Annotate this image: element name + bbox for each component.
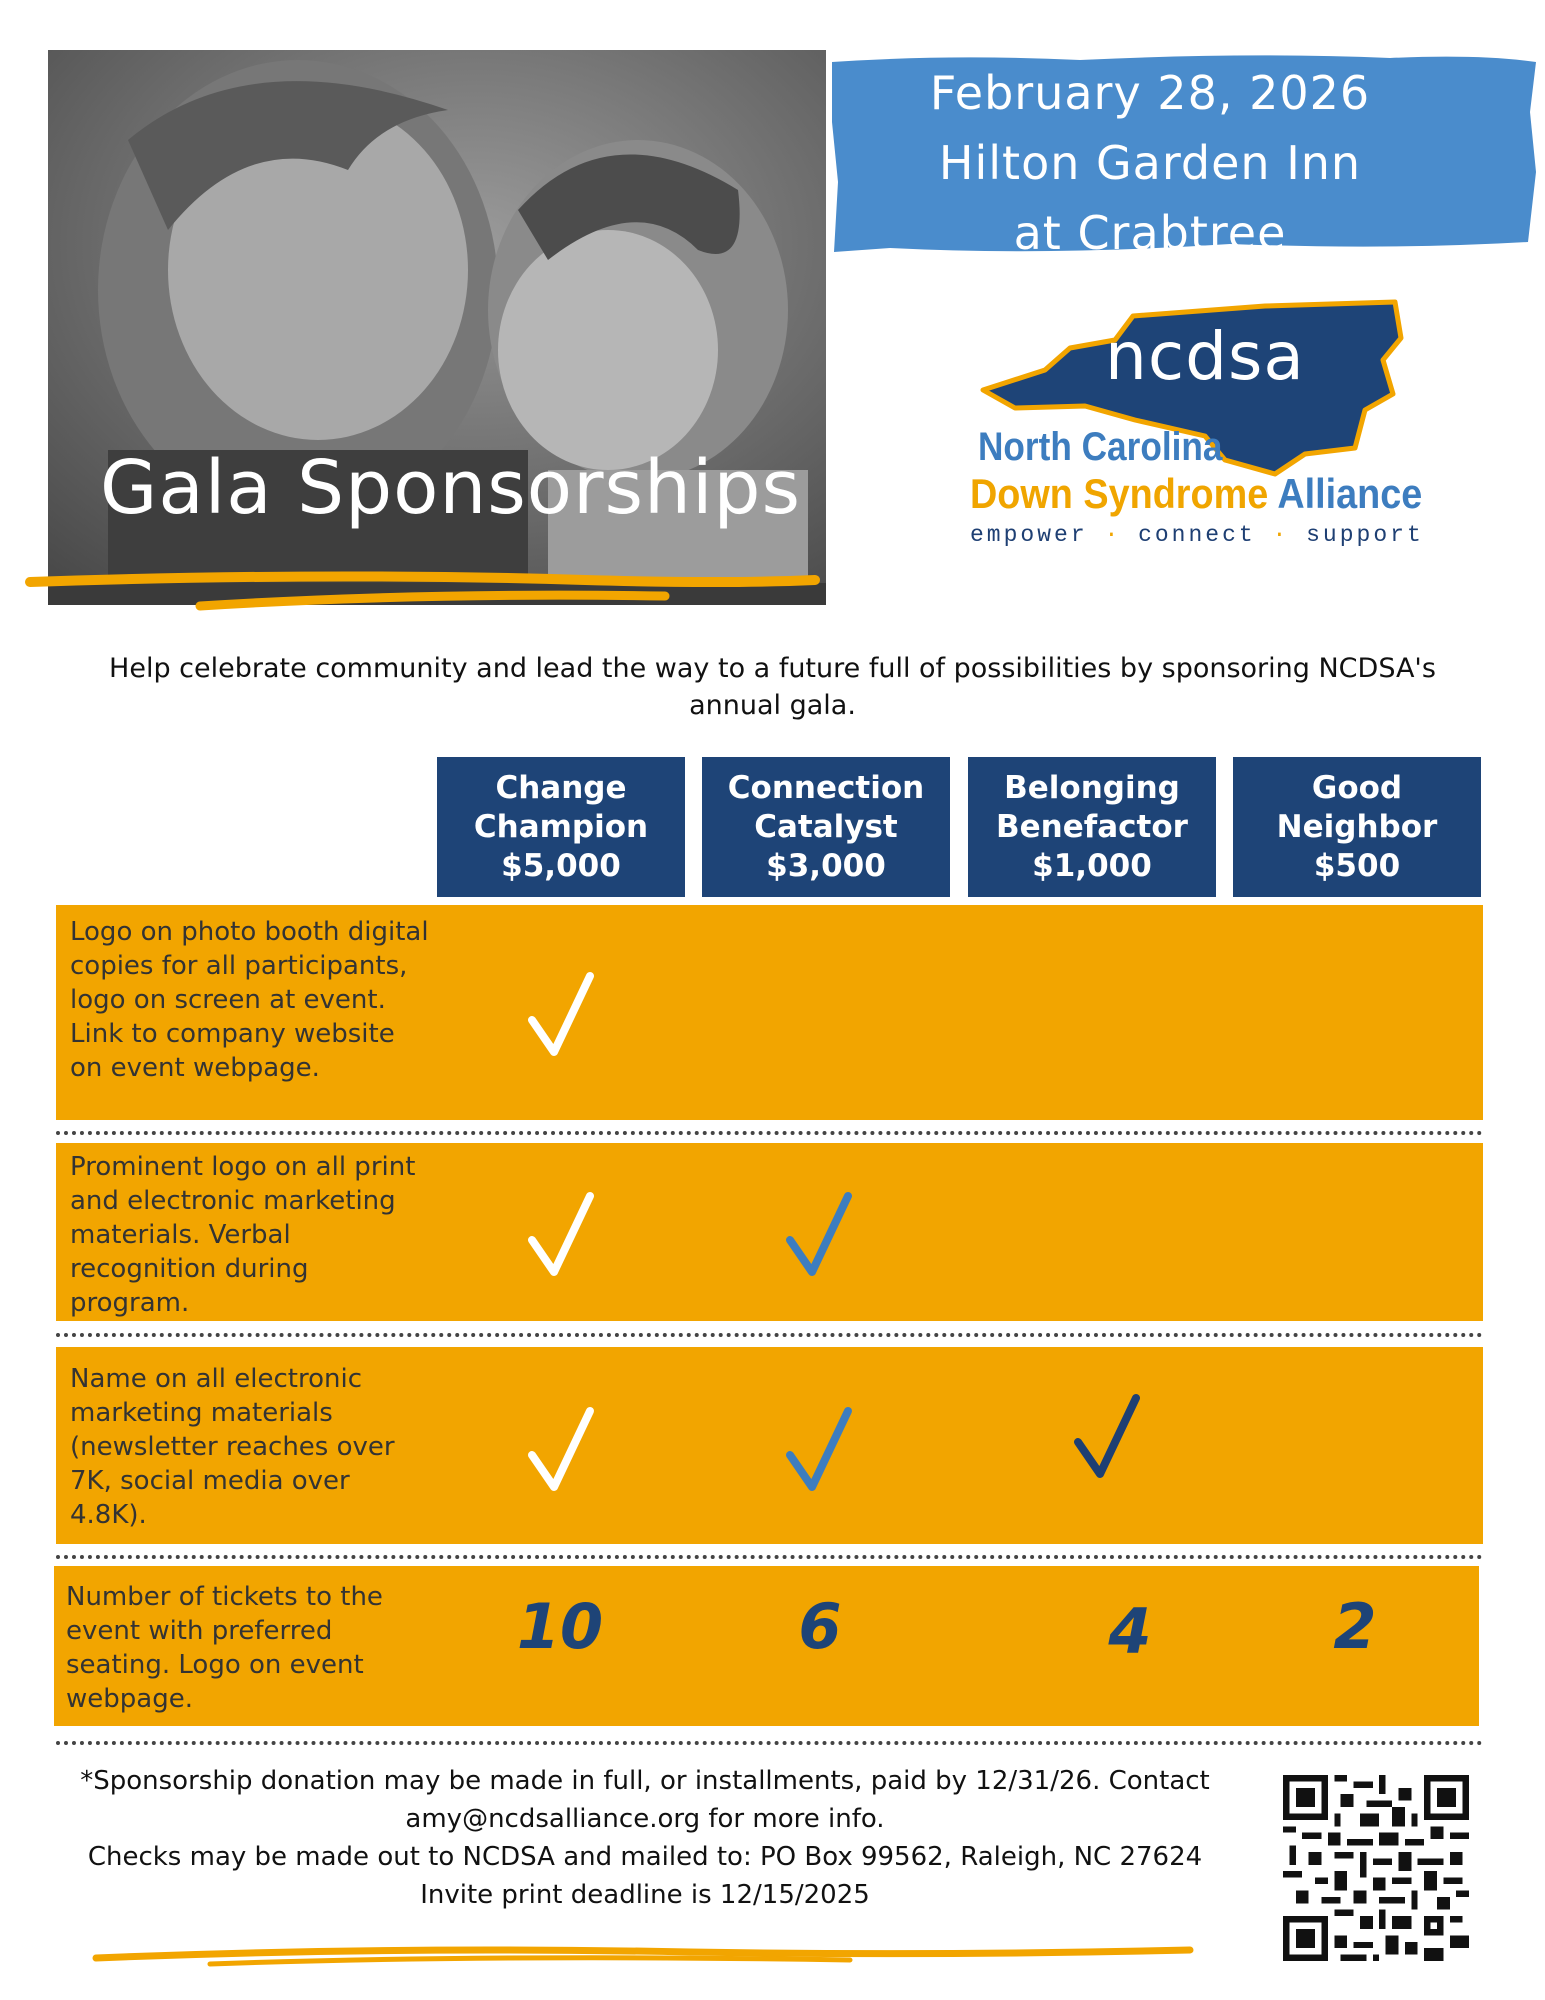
logo-down-syndrome: Down Syndrome bbox=[970, 470, 1269, 517]
tagline-support: support bbox=[1306, 522, 1424, 548]
tier-name-line1: Change bbox=[495, 769, 627, 806]
checkmark-icon bbox=[522, 1190, 602, 1280]
intro-text: Help celebrate community and lead the way to a future full of possibilities by sponsoring NCDSA's annual gala. bbox=[109, 653, 1436, 721]
tier-name-line2: Champion bbox=[473, 808, 649, 845]
tier-price: $500 bbox=[1313, 847, 1401, 884]
row-divider bbox=[56, 1555, 1483, 1559]
footer-info bbox=[40, 1762, 1250, 1914]
tier-name-line1: Connection bbox=[727, 769, 925, 806]
title-underline-swoosh bbox=[25, 570, 825, 615]
tickets-change-champion: 10 bbox=[516, 1590, 604, 1663]
event-details bbox=[830, 58, 1470, 268]
tier-belonging-benefactor bbox=[968, 757, 1216, 897]
checkmark-icon bbox=[780, 1190, 860, 1280]
checkmark-icon bbox=[522, 970, 602, 1060]
tier-price: $5,000 bbox=[501, 847, 621, 884]
footer-line-4: Invite print deadline is 12/15/2025 bbox=[420, 1880, 870, 1910]
bottom-swoosh bbox=[90, 1940, 1200, 1972]
checkmark-icon bbox=[522, 1405, 602, 1495]
row-divider bbox=[56, 1741, 1483, 1745]
benefit-text-4: Number of tickets to the event with preferred seating. Logo on event webpage. bbox=[66, 1582, 383, 1714]
logo-tagline: empower · connect · support bbox=[970, 522, 1424, 548]
footer-line-3: Checks may be made out to NCDSA and mailed to: PO Box 99562, Raleigh, NC 27624 bbox=[87, 1842, 1203, 1872]
qr-code-icon[interactable] bbox=[1283, 1775, 1469, 1961]
tier-price: $1,000 bbox=[1032, 847, 1152, 884]
page-title: Gala Sponsorships bbox=[100, 445, 802, 531]
tier-name-line2: Benefactor bbox=[996, 808, 1188, 845]
tier-price: $3,000 bbox=[766, 847, 886, 884]
tickets-connection-catalyst: 6 bbox=[798, 1590, 842, 1663]
tier-name-line2: Catalyst bbox=[754, 808, 898, 845]
checkmark-icon bbox=[780, 1405, 860, 1495]
tickets-good-neighbor: 2 bbox=[1333, 1590, 1377, 1663]
tier-change-champion bbox=[437, 757, 685, 897]
benefit-text-2: Prominent logo on all print and electronic marketing materials. Verbal recognition during program. bbox=[70, 1152, 416, 1318]
benefit-text-3: Name on all electronic marketing materials (newsletter reaches over 7K, social media over 4.8K). bbox=[70, 1364, 395, 1530]
tickets-belonging-benefactor: 4 bbox=[1108, 1595, 1152, 1668]
tier-name-line1: Belonging bbox=[1004, 769, 1180, 806]
event-venue: Hilton Garden Inn bbox=[938, 136, 1362, 190]
benefit-text-1: Logo on photo booth digital copies for all participants, logo on screen at event. Link to company website on event webpage. bbox=[70, 917, 429, 1083]
tagline-connect: connect bbox=[1138, 522, 1256, 548]
tier-name-line2: Neighbor bbox=[1276, 808, 1438, 845]
row-divider bbox=[56, 1333, 1483, 1337]
footer-line-2: amy@ncdsalliance.org for more info. bbox=[405, 1804, 885, 1834]
tier-good-neighbor bbox=[1233, 757, 1481, 897]
logo-wordmark: ncdsa bbox=[1105, 318, 1305, 395]
tier-name-line1: Good bbox=[1311, 769, 1403, 806]
row-divider bbox=[56, 1131, 1483, 1135]
logo-line-down-syndrome-alliance bbox=[970, 470, 1422, 518]
event-location: at Crabtree bbox=[1013, 206, 1287, 260]
event-date: February 28, 2026 bbox=[929, 66, 1371, 120]
logo-alliance: Alliance bbox=[1268, 470, 1423, 517]
logo-line-north-carolina: North Carolina bbox=[978, 425, 1223, 469]
checkmark-icon bbox=[1068, 1392, 1148, 1482]
tagline-empower: empower bbox=[970, 522, 1088, 548]
footer-line-1: *Sponsorship donation may be made in full, or installments, paid by 12/31/26. Contact bbox=[80, 1766, 1210, 1796]
tier-connection-catalyst bbox=[702, 757, 950, 897]
